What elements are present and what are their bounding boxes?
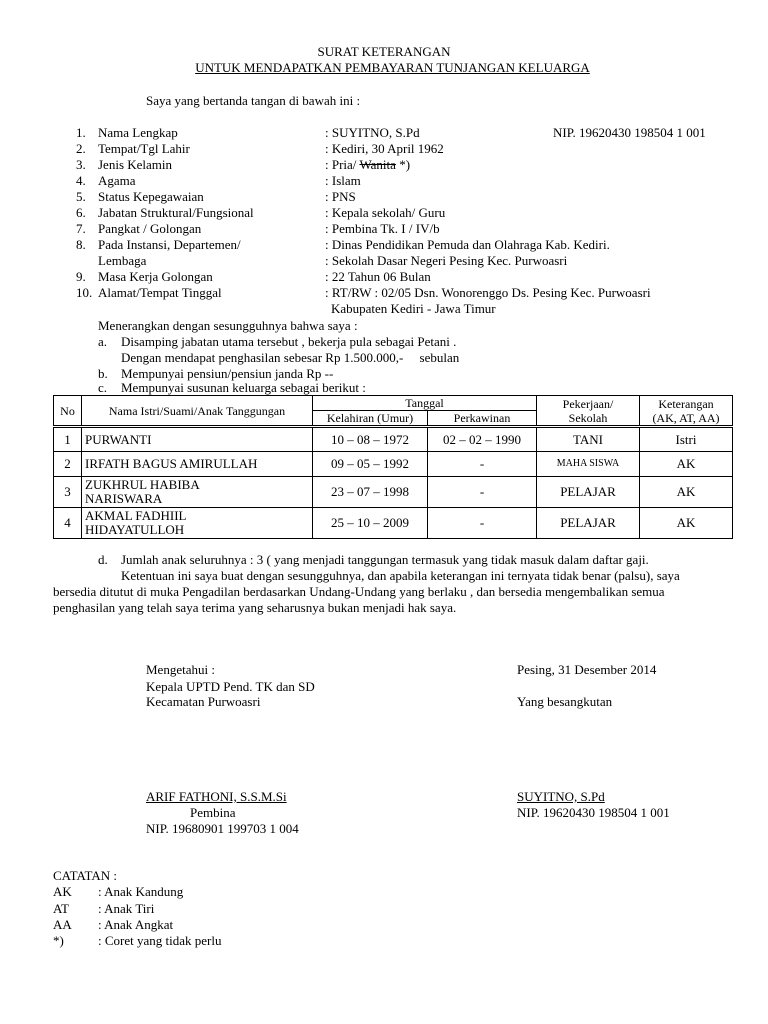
catatan-desc: : Coret yang tidak perlu	[98, 933, 222, 948]
field-value: : 22 Tahun 06 Bulan	[325, 269, 431, 284]
field-no: 7.	[76, 221, 86, 236]
table-header-row	[54, 396, 733, 411]
field-no: 4.	[76, 173, 86, 188]
sign-left-nip: NIP. 19680901 199703 1 004	[146, 821, 299, 836]
header-pekerjaan	[537, 396, 640, 427]
point-b-label: b.	[98, 366, 108, 381]
cell-kawin: -	[428, 477, 537, 508]
field-label: Lembaga	[98, 253, 147, 268]
sign-right-name: SUYITNO, S.Pd	[517, 789, 605, 804]
header-perkawinan: Perkawinan	[428, 411, 537, 427]
menerangkan-text: Menerangkan dengan sesungguhnya bahwa saya :	[98, 318, 358, 333]
field-label: Alamat/Tempat Tinggal	[98, 285, 222, 300]
catatan-code: AT	[53, 901, 69, 916]
field-label: Agama	[98, 173, 136, 188]
cell-nama	[82, 477, 313, 508]
cell-nama	[82, 508, 313, 539]
catatan-title: CATATAN :	[53, 868, 118, 883]
cell-kerja: MAHA SISWA	[537, 452, 640, 477]
header-nama: Nama Istri/Suami/Anak Tanggungan	[82, 396, 313, 427]
cell-no: 2	[54, 452, 82, 477]
field-value-gender	[325, 157, 410, 173]
document-subtitle: UNTUK MENDAPATKAN PEMBAYARAN TUNJANGAN KELUARGA	[195, 60, 590, 75]
field-value: : Pembina Tk. I / IV/b	[325, 221, 440, 236]
sign-left-kecamatan: Kecamatan Purwoasri	[146, 694, 261, 709]
cell-kerja: PELAJAR	[537, 508, 640, 539]
field-value: : Dinas Pendidikan Pemuda dan Olahraga Kab. Kediri.	[325, 237, 610, 252]
field-value: : SUYITNO, S.Pd	[325, 125, 420, 140]
field-label: Jabatan Struktural/Fungsional	[98, 205, 254, 220]
header-keterangan	[640, 396, 733, 427]
sign-right-nip: NIP. 19620430 198504 1 001	[517, 805, 670, 820]
field-no: 8.	[76, 237, 86, 252]
point-a-label: a.	[98, 334, 108, 349]
gender-pria: : Pria/	[325, 157, 360, 172]
cell-lahir: 10 – 08 – 1972	[313, 427, 428, 452]
field-label: Status Kepegawaian	[98, 189, 204, 204]
cell-ket: AK	[640, 477, 733, 508]
sign-left-mengetahui: Mengetahui :	[146, 662, 215, 677]
point-d-text: Jumlah anak seluruhnya : 3 ( yang menjadi tanggungan termasuk yang tidak masuk dalam daftar gaji.	[121, 552, 649, 567]
field-no: 5.	[76, 189, 86, 204]
header-kelahiran: Kelahiran (Umur)	[313, 411, 428, 427]
cell-nama-line1: ZUKHRUL HABIBA	[85, 477, 200, 492]
field-value: : PNS	[325, 189, 356, 204]
point-b-text: Mempunyai pensiun/pensiun janda Rp --	[121, 366, 334, 381]
cell-ket: AK	[640, 452, 733, 477]
field-label: Masa Kerja Golongan	[98, 269, 213, 284]
field-no: 3.	[76, 157, 86, 172]
cell-no: 1	[54, 427, 82, 452]
sign-right-role: Yang besangkutan	[517, 694, 613, 709]
gender-note: *)	[395, 157, 411, 172]
header-no: No	[54, 396, 82, 427]
sign-left-jabatan: Kepala UPTD Pend. TK dan SD	[146, 679, 315, 694]
field-label: Tempat/Tgl Lahir	[98, 141, 190, 156]
cell-no: 3	[54, 477, 82, 508]
cell-lahir: 09 – 05 – 1992	[313, 452, 428, 477]
point-a-text2: Dengan mendapat penghasilan sebesar Rp 1.500.000,- sebulan	[121, 350, 460, 365]
cell-ket: AK	[640, 508, 733, 539]
field-no: 9.	[76, 269, 86, 284]
point-a-text: Disamping jabatan utama tersebut , bekerja pula sebagai Petani .	[121, 334, 457, 349]
catatan-code: *)	[53, 933, 64, 948]
header-pekerjaan-line1: Pekerjaan/	[562, 396, 614, 411]
header-keterangan-line1: Keterangan	[658, 396, 714, 411]
cell-kawin: 02 – 02 – 1990	[428, 427, 537, 452]
field-label: Nama Lengkap	[98, 125, 178, 140]
catatan-desc: : Anak Tiri	[98, 901, 155, 916]
cell-nama-line2: HIDAYATULLOH	[85, 522, 185, 537]
field-label: Jenis Kelamin	[98, 157, 173, 172]
catatan-code: AK	[53, 884, 72, 899]
gender-wanita-struck: Wanita	[359, 157, 396, 172]
field-label: Pangkat / Golongan	[98, 221, 202, 236]
cell-kawin: -	[428, 452, 537, 477]
cell-no: 4	[54, 508, 82, 539]
table-row	[54, 427, 733, 452]
catatan-desc: : Anak Kandung	[98, 884, 184, 899]
field-value: : Islam	[325, 173, 361, 188]
cell-lahir: 23 – 07 – 1998	[313, 477, 428, 508]
header-pekerjaan-line2: Sekolah	[568, 410, 608, 425]
table-row	[54, 452, 733, 477]
field-value: : Kediri, 30 April 1962	[325, 141, 444, 156]
sign-left-rank: Pembina	[190, 805, 236, 820]
catatan-code: AA	[53, 917, 72, 932]
cell-ket: Istri	[640, 427, 733, 452]
point-c-text: Mempunyai susunan keluarga sebagai berikut :	[121, 380, 366, 395]
sign-left-name: ARIF FATHONI, S.S.M.Si	[146, 789, 287, 804]
field-no: 6.	[76, 205, 86, 220]
nip-top: NIP. 19620430 198504 1 001	[553, 125, 706, 140]
field-value: : Kepala sekolah/ Guru	[325, 205, 446, 220]
cell-kawin: -	[428, 508, 537, 539]
cell-kerja: PELAJAR	[537, 477, 640, 508]
document-title: SURAT KETERANGAN	[317, 44, 451, 59]
family-table	[53, 395, 733, 539]
field-label: Pada Instansi, Departemen/	[98, 237, 241, 252]
field-no: 2.	[76, 141, 86, 156]
statement-line1: Ketentuan ini saya buat dengan sesungguhnya, dan apabila keterangan ini ternyata tidak benar (palsu), saya	[121, 568, 680, 583]
cell-nama: IRFATH BAGUS AMIRULLAH	[82, 452, 313, 477]
field-no: 1.	[76, 125, 86, 140]
cell-lahir: 25 – 10 – 2009	[313, 508, 428, 539]
point-c-label: c.	[98, 380, 108, 395]
sign-right-place-date: Pesing, 31 Desember 2014	[517, 662, 657, 677]
header-keterangan-line2: (AK, AT, AA)	[652, 410, 720, 425]
table-row	[54, 508, 733, 539]
statement-line2: bersedia ditutut di muka Pengadilan berdasarkan Undang-Undang yang berlaku , dan bersedia mengembalikan semua	[53, 584, 665, 599]
cell-nama-line2: NARISWARA	[85, 491, 163, 506]
cell-nama: PURWANTI	[82, 427, 313, 452]
statement-line3: penghasilan yang telah saya terima yang seharusnya bukan menjadi hak saya.	[53, 600, 457, 615]
table-row	[54, 477, 733, 508]
intro-text: Saya yang bertanda tangan di bawah ini :	[146, 93, 361, 108]
field-value: : RT/RW : 02/05 Dsn. Wonorenggo Ds. Pesing Kec. Purwoasri	[325, 285, 651, 300]
field-no: 10.	[76, 285, 93, 300]
point-d-label: d.	[98, 552, 108, 567]
field-value: : Sekolah Dasar Negeri Pesing Kec. Purwoasri	[325, 253, 568, 268]
cell-kerja: TANI	[537, 427, 640, 452]
header-tanggal: Tanggal	[313, 396, 537, 411]
catatan-desc: : Anak Angkat	[98, 917, 174, 932]
cell-nama-line1: AKMAL FADHIIL	[85, 508, 187, 523]
field-value: Kabupaten Kediri - Jawa Timur	[331, 301, 496, 316]
